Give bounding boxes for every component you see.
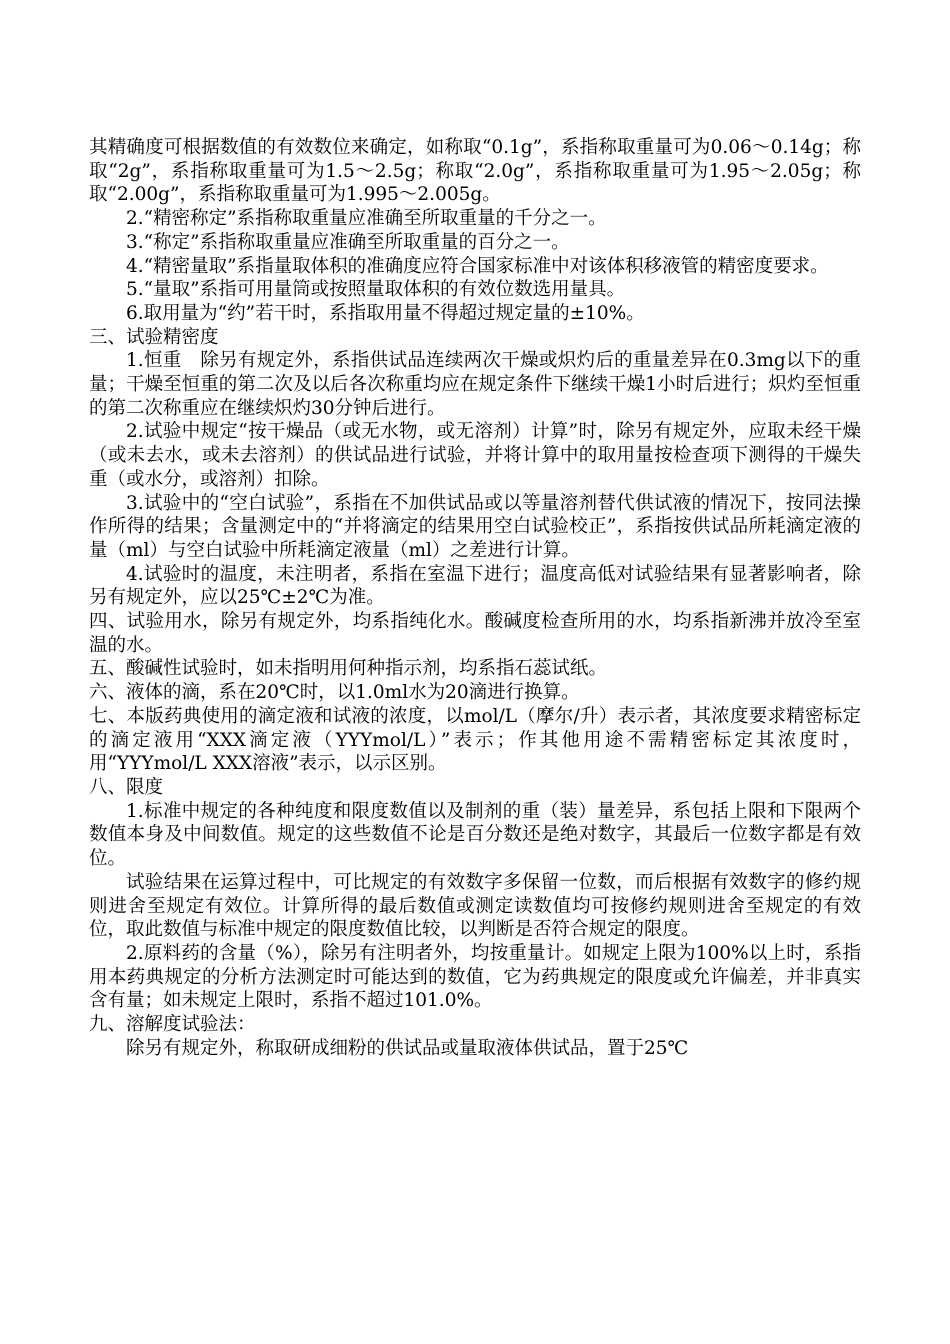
paragraph-content-percentage: 2.原料药的含量（%），除另有注明者外，均按重量计。如规定上限为100%以上时，系指用本药典规定的分析方法测定时可能达到的数值，它为药典规定的限度或允许偏差，并非真实含有量；如未规定上限时，系指不超过101.0%。 [89, 942, 861, 1012]
paragraph-dried-basis: 2.试验中规定“按干燥品（或无水物，或无溶剂）计算”时，除另有规定外，应取未经干燥（或未去水，或未去溶剂）的供试品进行试验，并将计算中的取用量按检查项下测得的干燥失重（或水分，或溶剂）扣除。 [89, 421, 861, 490]
paragraph-limit-values: 1.标准中规定的各种纯度和限度数值以及制剂的重（装）量差异，系包括上限和下限两个数值本身及中间数值。规定的这些数值不论是百分数还是绝对数字，其最后一位数字都是有效位。 [89, 800, 861, 870]
section-heading-solution-concentration: 七、本版药典使用的滴定液和试液的浓度，以mol/L（摩尔/升）表示者，其浓度要求精密标定的滴定液用“XXX滴定液（YYYmol/L）”表示；作其他用途不需精密标定其浓度时，用“YYYmol/L XXX溶液”表示，以示区别。 [89, 705, 861, 775]
section-heading-acidity-test: 五、酸碱性试验时，如未指明用何种指示剂，均系指石蕊试纸。 [89, 658, 608, 680]
paragraph-solubility-procedure: 除另有规定外，称取研成细粉的供试品或量取液体供试品，置于25℃ [126, 1037, 689, 1059]
paragraph-weighing-precision: 其精确度可根据数值的有效数位来确定，如称取“0.1g”，系指称取重量可为0.06～0.14g；称取“2g”，系指称取重量可为1.5～2.5g；称取“2.0g”，系指称取重量可为1.95～2.05g；称取“2.00g”，系指称取重量可为1.995～2.005g。 [89, 137, 861, 206]
document-body [89, 136, 861, 1060]
section-heading-solubility-test: 九、溶解度试验法： [89, 1014, 256, 1036]
paragraph-blank-test: 3.试验中的“空白试验”，系指在不加供试品或以等量溶剂替代供试液的情况下，按同法操作所得的结果；含量测定中的“并将滴定的结果用空白试验校正”，系指按供试品所耗滴定液的量（ml）与空白试验中所耗滴定液量（ml）之差进行计算。 [89, 492, 861, 561]
paragraph-rounding-rules: 试验结果在运算过程中，可比规定的有效数字多保留一位数，而后根据有效数字的修约规则进舍至规定有效位。计算所得的最后数值或测定读数值均可按修约规则进舍至规定的有效位，取此数值与标准中规定的限度数值比较，以判断是否符合规定的限度。 [89, 871, 861, 941]
section-heading-test-precision: 三、试验精密度 [89, 326, 219, 348]
paragraph-weighing: 3.“称定”系指称取重量应准确至所取重量的百分之一。 [126, 231, 570, 253]
paragraph-precise-measuring: 4.“精密量取”系指量取体积的准确度应符合国家标准中对该体积移液管的精密度要求。 [126, 255, 829, 277]
paragraph-approximate-amount: 6.取用量为“约”若干时，系指取用量不得超过规定量的±10%。 [126, 302, 645, 324]
section-heading-liquid-drops: 六、液体的滴，系在20℃时，以1.0ml水为20滴进行换算。 [89, 682, 580, 704]
section-heading-test-water: 四、试验用水，除另有规定外，均系指纯化水。酸碱度检查所用的水，均系指新沸并放冷至室温的水。 [89, 611, 861, 656]
section-heading-limits: 八、限度 [89, 776, 164, 798]
paragraph-measuring: 5.“量取”系指可用量筒或按照量取体积的有效位数选用量具。 [126, 279, 626, 301]
paragraph-test-temperature: 4.试验时的温度，未注明者，系指在室温下进行；温度高低对试验结果有显著影响者，除另有规定外，应以25℃±2℃为准。 [89, 563, 861, 609]
paragraph-constant-weight: 1.恒重 除另有规定外，系指供试品连续两次干燥或炽灼后的重量差异在0.3mg以下的重量；干燥至恒重的第二次及以后各次称重均应在规定条件下继续干燥1小时后进行；炽灼至恒重的第二次称重应在继续炽灼30分钟后进行。 [89, 350, 861, 419]
paragraph-precise-weighing: 2.“精密称定”系指称取重量应准确至所取重量的千分之一。 [126, 208, 607, 230]
